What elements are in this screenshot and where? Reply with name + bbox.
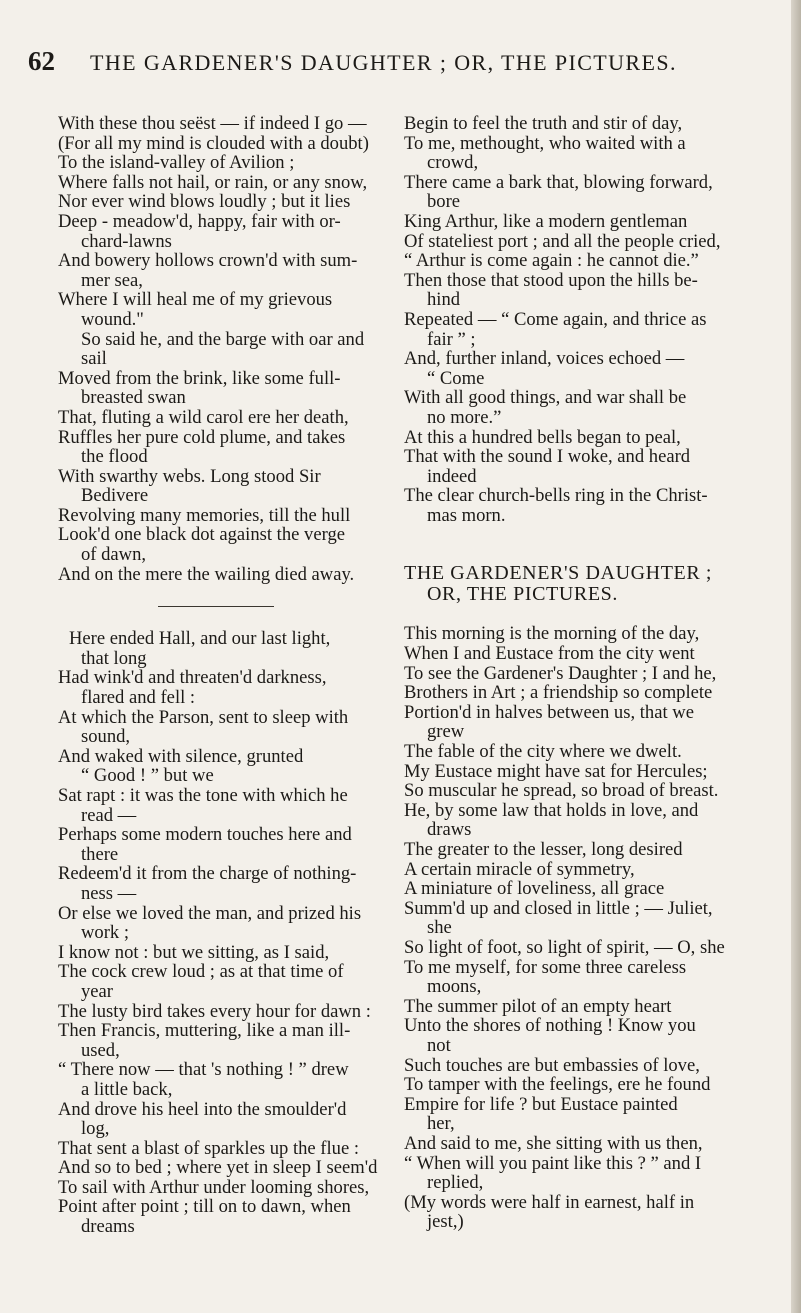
verse-line: mer sea, — [81, 269, 143, 291]
verse-line: Ruffles her pure cold plume, and takes — [58, 426, 346, 448]
verse-line: I know not : but we sitting, as I said, — [58, 941, 330, 963]
verse-line: crowd, — [427, 152, 479, 174]
verse-line: her, — [427, 1113, 455, 1135]
verse-line: Sat rapt : it was the tone with which he — [58, 785, 348, 806]
verse-line: And waked with silence, grunted — [58, 745, 304, 767]
page-number: 62 — [28, 46, 55, 76]
verse-line: A certain miracle of symmetry, — [404, 858, 635, 880]
verse-line: To me myself, for some three careless — [404, 956, 687, 978]
spacer — [404, 525, 754, 544]
verse-line: she — [427, 917, 452, 939]
verse-line: “ Good ! ” but we — [81, 765, 214, 787]
verse-line: A miniature of loveliness, all grace — [404, 878, 665, 900]
verse-line: So said he, and the barge with oar and — [81, 328, 365, 350]
verse-line: And drove his heel into the smoulder'd — [58, 1098, 347, 1120]
verse-line: “ There now — that 's nothing ! ” drew — [58, 1059, 349, 1081]
verse-line: When I and Eustace from the city went — [404, 643, 695, 665]
verse-line: that long — [81, 647, 147, 669]
verse-line: To tamper with the feelings, ere he found — [404, 1074, 711, 1096]
verse-line: fair ” ; — [427, 328, 476, 350]
verse-line: dreams — [81, 1216, 135, 1238]
verse-line: jest,) — [427, 1211, 464, 1233]
section-heading: THE GARDENER'S DAUGHTER ; — [404, 562, 713, 585]
poem-block — [404, 114, 754, 525]
verse-line: Where I will heal me of my grievous — [58, 289, 333, 311]
verse-line: The fable of the city where we dwelt. — [404, 741, 682, 763]
verse-line: sail — [81, 348, 107, 370]
verse-line: And said to me, she sitting with us then, — [404, 1132, 703, 1154]
verse-line: Deep - meadow'd, happy, fair with or- — [58, 210, 341, 232]
spacer — [404, 544, 754, 563]
verse-line: a little back, — [81, 1078, 173, 1100]
verse-line: And on the mere the wailing died away. — [58, 563, 355, 585]
verse-line: sound, — [81, 726, 131, 748]
verse-line: To the island-valley of Avilion ; — [58, 152, 295, 174]
verse-line: At which the Parson, sent to sleep with — [58, 706, 349, 728]
verse-line: And bowery hollows crown'd with sum- — [58, 250, 358, 272]
verse-line: breasted swan — [81, 387, 186, 409]
verse-line: “ Come — [427, 367, 485, 389]
verse-line: This morning is the morning of the day, — [404, 623, 700, 645]
page-edge — [791, 0, 801, 1313]
verse-line: So light of foot, so light of spirit, — O, she — [404, 936, 725, 958]
verse-line: To me, methought, who waited with a — [404, 132, 686, 154]
verse-line: At this a hundred bells began to peal, — [404, 426, 681, 448]
verse-line: Nor ever wind blows loudly ; but it lies — [58, 191, 351, 213]
verse-line: The cock crew loud ; as at that time of — [58, 961, 344, 983]
running-title: THE GARDENER'S DAUGHTER ; OR, THE PICTURES. — [90, 50, 677, 75]
verse-line: King Arthur, like a modern gentleman — [404, 210, 688, 232]
verse-line: read — — [81, 804, 137, 826]
verse-line: chard-lawns — [81, 230, 172, 252]
verse-line: bore — [427, 191, 461, 213]
verse-line: Moved from the brink, like some full- — [58, 367, 341, 389]
verse-line: wound." — [81, 308, 144, 330]
verse-line: And, further inland, voices echoed — — [404, 348, 685, 370]
verse-line: Such touches are but embassies of love, — [404, 1054, 700, 1076]
verse-line: draws — [427, 819, 472, 841]
verse-line: Had wink'd and threaten'd darkness, — [58, 667, 327, 689]
verse-line: Redeem'd it from the charge of nothing- — [58, 863, 357, 885]
verse-line: Repeated — “ Come again, and thrice as — [404, 308, 707, 330]
verse-line: To see the Gardener's Daughter ; I and he, — [404, 662, 717, 684]
poem-block — [404, 624, 754, 1231]
verse-line: With swarthy webs. Long stood Sir — [58, 465, 321, 487]
verse-line: hind — [427, 289, 461, 311]
verse-line: the flood — [81, 446, 148, 468]
verse-line: Then Francis, muttering, like a man ill- — [58, 1020, 351, 1042]
verse-line: Then those that stood upon the hills be- — [404, 269, 698, 291]
verse-line: Perhaps some modern touches here and — [58, 824, 352, 846]
verse-line: The lusty bird takes every hour for dawn : — [58, 1000, 371, 1022]
verse-line: work ; — [81, 922, 130, 944]
verse-line: (For all my mind is clouded with a doubt) — [58, 132, 369, 154]
verse-line: Bedivere — [81, 485, 149, 507]
verse-line: Unto the shores of nothing ! Know you — [404, 1015, 696, 1037]
verse-line: grew — [427, 721, 465, 743]
verse-line: Portion'd in halves between us, that we — [404, 701, 694, 723]
verse-line: “ Arthur is come again : he cannot die.” — [404, 250, 699, 272]
verse-line: used, — [81, 1039, 120, 1061]
right-column — [404, 114, 754, 1232]
verse-line: To sail with Arthur under looming shores, — [58, 1176, 370, 1198]
verse-line: Summ'd up and closed in little ; — Juliet, — [404, 897, 713, 919]
verse-line: Here ended Hall, and our last light, — [69, 628, 331, 650]
verse-line: (My words were half in earnest, half in — [404, 1191, 695, 1213]
verse-line: The greater to the lesser, long desired — [404, 839, 683, 860]
verse-line: flared and fell : — [81, 687, 196, 709]
verse-line: log, — [81, 1118, 110, 1140]
verse-line: That with the sound I woke, and heard — [404, 446, 691, 468]
verse-line: “ When will you paint like this ? ” and I — [404, 1152, 702, 1174]
verse-line: He, by some law that holds in love, and — [404, 799, 699, 821]
verse-line: not — [427, 1034, 451, 1056]
verse-line: And so to bed ; where yet in sleep I seem'd — [58, 1157, 378, 1179]
verse-line: That, fluting a wild carol ere her death, — [58, 406, 349, 428]
verse-line: no more.” — [427, 406, 502, 428]
verse-line: replied, — [427, 1172, 484, 1194]
page-header — [28, 46, 783, 77]
verse-line: ness — — [81, 882, 137, 904]
verse-line: mas morn. — [427, 504, 506, 526]
section-heading: OR, THE PICTURES. — [427, 583, 618, 606]
verse-line: year — [81, 980, 113, 1002]
left-column — [58, 114, 390, 1237]
verse-line: moons, — [427, 976, 482, 998]
verse-line: Begin to feel the truth and stir of day, — [404, 113, 683, 134]
verse-line: Of stateliest port ; and all the people cried, — [404, 230, 721, 252]
section-divider — [158, 606, 274, 607]
verse-line: Empire for life ? but Eustace painted — [404, 1093, 678, 1115]
verse-line: Point after point ; till on to dawn, when — [58, 1196, 351, 1218]
verse-line: With these thou seëst — if indeed I go — — [58, 113, 367, 134]
verse-line: of dawn, — [81, 544, 147, 566]
verse-line: Or else we loved the man, and prized his — [58, 902, 362, 924]
spacer — [404, 605, 754, 624]
verse-line: Brothers in Art ; a friendship so complete — [404, 682, 713, 704]
verse-line: My Eustace might have sat for Hercules; — [404, 760, 708, 782]
verse-line: indeed — [427, 465, 477, 487]
verse-line: That sent a blast of sparkles up the flue : — [58, 1137, 360, 1159]
poem-block — [58, 629, 390, 1236]
verse-line: there — [81, 843, 119, 865]
verse-line: Look'd one black dot against the verge — [58, 524, 345, 546]
verse-line: Where falls not hail, or rain, or any snow, — [58, 171, 368, 193]
verse-line: There came a bark that, blowing forward, — [404, 171, 713, 193]
verse-line: So muscular he spread, so broad of breast. — [404, 780, 719, 802]
verse-line: The clear church-bells ring in the Christ- — [404, 485, 708, 507]
verse-line: With all good things, and war shall be — [404, 387, 687, 409]
poem-block — [58, 114, 390, 584]
verse-line: Revolving many memories, till the hull — [58, 504, 351, 526]
verse-line: The summer pilot of an empty heart — [404, 995, 672, 1017]
